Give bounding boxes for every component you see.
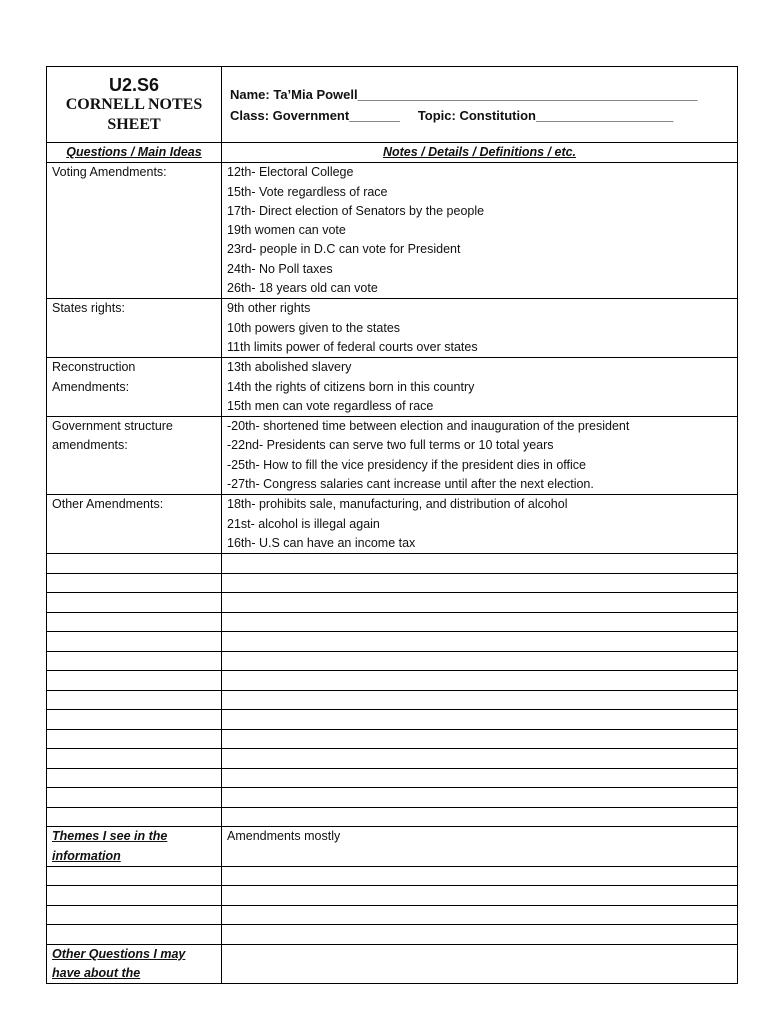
blank-row: [47, 573, 738, 593]
section-row-other-amendments: [47, 495, 738, 554]
blank-notes-cell[interactable]: [222, 729, 738, 749]
question-cell: Voting Amendments:: [47, 163, 222, 299]
blank-row: [47, 554, 738, 574]
blank-row: [47, 612, 738, 632]
blank-question-cell[interactable]: [47, 612, 222, 632]
blank-row: [47, 749, 738, 769]
note-line: -27th- Congress salaries cant increase until after the next election.: [227, 477, 594, 492]
note-line: 13th abolished slavery: [227, 360, 352, 375]
note-line: 16th- U.S can have an income tax: [227, 535, 416, 550]
header-title-cell: [47, 67, 222, 143]
other-questions-label-cell: [47, 944, 222, 984]
other-questions-label-line: Other Questions I may: [52, 946, 186, 961]
blank-notes-cell[interactable]: [222, 886, 738, 906]
blank-question-cell[interactable]: [47, 593, 222, 613]
class-field: Class: Government_______: [230, 107, 400, 123]
note-line: -20th- shortened time between election and inauguration of the president: [227, 419, 630, 434]
section-row-voting: [47, 163, 738, 299]
note-line: 21st- alcohol is illegal again: [227, 516, 380, 531]
blank-notes-cell[interactable]: [222, 671, 738, 691]
blank-question-cell[interactable]: [47, 788, 222, 808]
blank-row: [47, 807, 738, 827]
question-cell: [47, 417, 222, 495]
blank-notes-cell[interactable]: [222, 807, 738, 827]
section-row-government-structure: [47, 417, 738, 495]
blank-row: [47, 651, 738, 671]
blank-notes-cell[interactable]: [222, 905, 738, 925]
cornell-notes-table: [46, 66, 738, 984]
blank-row: [47, 729, 738, 749]
header-info-cell: [222, 67, 738, 143]
blank-notes-cell[interactable]: [222, 690, 738, 710]
question-line: amendments:: [52, 438, 128, 453]
blank-row: [47, 671, 738, 691]
header-row: [47, 67, 738, 143]
blank-question-cell[interactable]: [47, 573, 222, 593]
notes-cell: [222, 358, 738, 417]
note-line: 24th- No Poll taxes: [227, 261, 333, 276]
note-line: 17th- Direct election of Senators by the people: [227, 203, 485, 218]
note-line: 18th- prohibits sale, manufacturing, and distribution of alcohol: [227, 497, 568, 512]
themes-label-line: Themes I see in the: [52, 829, 168, 844]
notes-cell: [222, 299, 738, 358]
blank-question-cell[interactable]: [47, 807, 222, 827]
blank-question-cell[interactable]: [47, 554, 222, 574]
note-line: 15th men can vote regardless of race: [227, 398, 434, 413]
blank-notes-cell[interactable]: [222, 788, 738, 808]
blank-row: [47, 886, 738, 906]
blank-question-cell[interactable]: [47, 671, 222, 691]
blank-question-cell[interactable]: [47, 886, 222, 906]
blank-notes-cell[interactable]: [222, 612, 738, 632]
section-row-reconstruction: [47, 358, 738, 417]
note-line: -25th- How to fill the vice presidency if the president dies in office: [227, 457, 586, 472]
other-questions-row: [47, 944, 738, 984]
section-row-states-rights: [47, 299, 738, 358]
question-cell: States rights:: [47, 299, 222, 358]
class-topic-line: [230, 105, 732, 126]
blank-row: [47, 866, 738, 886]
blank-row: [47, 768, 738, 788]
blank-row: [47, 788, 738, 808]
question-line: Reconstruction: [52, 360, 136, 375]
blank-notes-cell[interactable]: [222, 925, 738, 945]
blank-question-cell[interactable]: [47, 768, 222, 788]
blank-notes-cell[interactable]: [222, 768, 738, 788]
note-line: 14th the rights of citizens born in this country: [227, 379, 475, 394]
themes-value-cell[interactable]: [222, 827, 738, 867]
blank-notes-cell[interactable]: [222, 866, 738, 886]
themes-label-line: information: [52, 848, 121, 863]
note-line: -22nd- Presidents can serve two full terms or 10 total years: [227, 438, 554, 453]
blank-question-cell[interactable]: [47, 905, 222, 925]
notes-column-header: Notes / Details / Definitions / etc.: [222, 143, 738, 163]
blank-row: [47, 710, 738, 730]
other-questions-value-cell[interactable]: [222, 944, 738, 984]
question-cell: [47, 358, 222, 417]
blank-row: [47, 925, 738, 945]
sheet-code: U2.S6: [108, 74, 160, 95]
topic-field: Topic: Constitution___________________: [417, 107, 674, 123]
blank-question-cell[interactable]: [47, 749, 222, 769]
note-line: 12th- Electoral College: [227, 165, 354, 180]
blank-question-cell[interactable]: [47, 690, 222, 710]
blank-row: [47, 905, 738, 925]
blank-question-cell[interactable]: [47, 651, 222, 671]
note-line: 26th- 18 years old can vote: [227, 281, 378, 296]
note-line: 11th limits power of federal courts over states: [227, 339, 478, 354]
note-line: 23rd- people in D.C can vote for President: [227, 242, 461, 257]
note-line: 9th other rights: [227, 301, 311, 316]
question-line: Amendments:: [52, 379, 130, 394]
sheet-title-line1: CORNELL NOTES: [65, 95, 203, 113]
blank-question-cell[interactable]: [47, 710, 222, 730]
blank-notes-cell[interactable]: [222, 554, 738, 574]
blank-notes-cell[interactable]: [222, 651, 738, 671]
themes-row: [47, 827, 738, 867]
themes-label-cell: [47, 827, 222, 867]
blank-row: [47, 632, 738, 652]
column-header-row: [47, 143, 738, 163]
blank-notes-cell[interactable]: [222, 749, 738, 769]
blank-notes-cell[interactable]: [222, 710, 738, 730]
notes-cell: [222, 495, 738, 554]
notes-cell: [222, 417, 738, 495]
sheet-title-line2: SHEET: [107, 115, 161, 133]
other-questions-label-line: have about the: [52, 966, 141, 981]
notes-cell: [222, 163, 738, 299]
questions-column-header: Questions / Main Ideas: [47, 143, 222, 163]
blank-notes-cell[interactable]: [222, 573, 738, 593]
blank-question-cell[interactable]: [47, 925, 222, 945]
blank-question-cell[interactable]: [47, 866, 222, 886]
blank-notes-cell[interactable]: [222, 632, 738, 652]
question-line: Government structure: [52, 419, 173, 434]
blank-notes-cell[interactable]: [222, 593, 738, 613]
note-line: 10th powers given to the states: [227, 320, 401, 335]
themes-value: Amendments mostly: [227, 829, 341, 844]
note-line: 15th- Vote regardless of race: [227, 184, 388, 199]
blank-row: [47, 593, 738, 613]
note-line: 19th women can vote: [227, 223, 346, 238]
blank-question-cell[interactable]: [47, 632, 222, 652]
blank-row: [47, 690, 738, 710]
question-cell: Other Amendments:: [47, 495, 222, 554]
blank-question-cell[interactable]: [47, 729, 222, 749]
name-field: Name: Ta’Mia Powell_______________________________________________: [230, 86, 698, 102]
